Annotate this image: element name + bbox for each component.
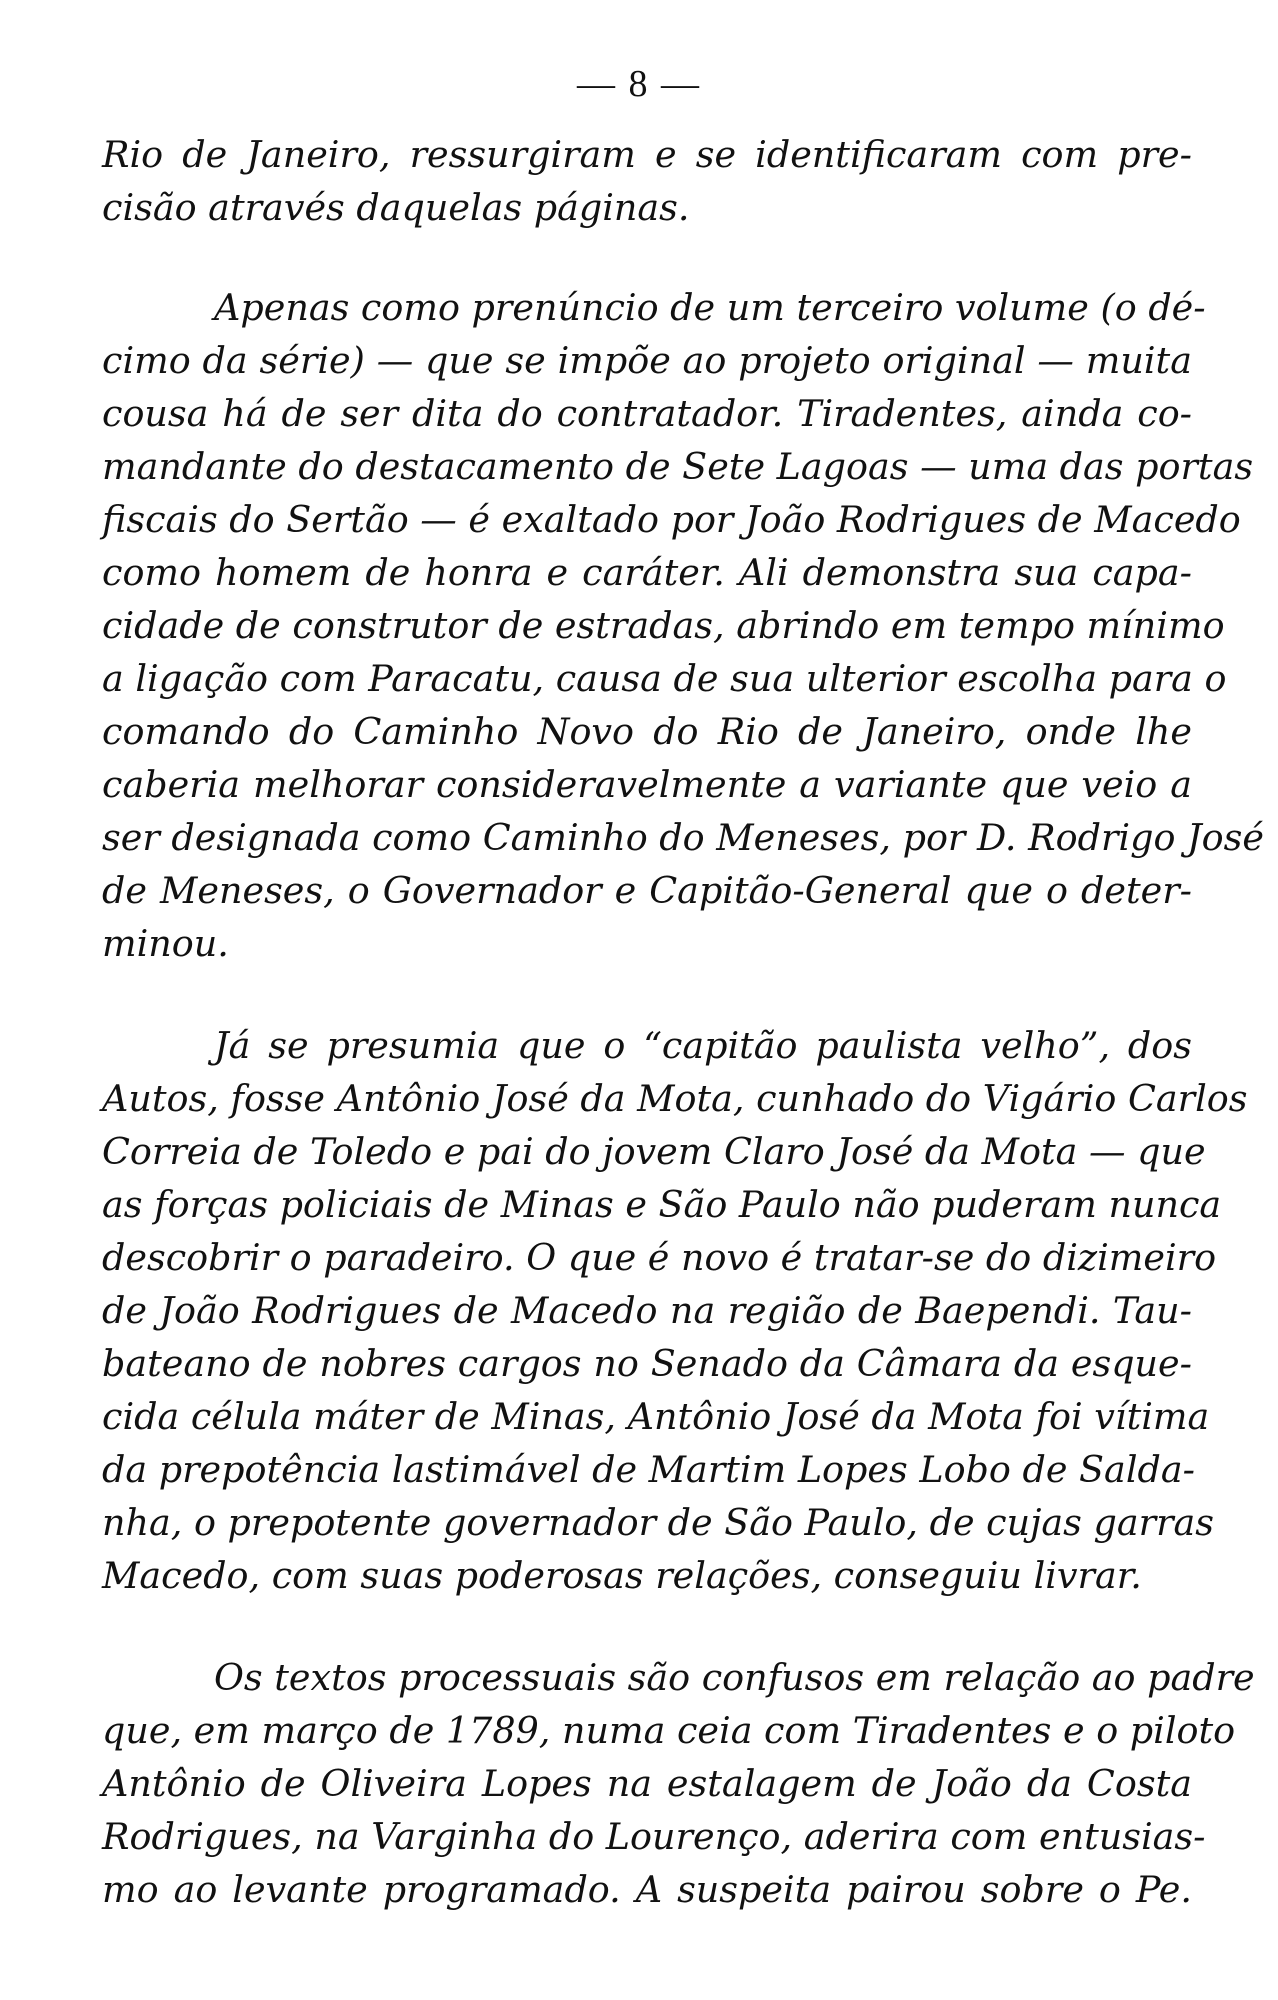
body-text <box>102 128 1264 1916</box>
text-line: Rodrigues, na Varginha do Lourenço, aderira com entusias- <box>102 1815 1206 1858</box>
text-line: ser designada como Caminho do Meneses, por D. Rodrigo José <box>102 816 1264 859</box>
text-line: descobrir o paradeiro. O que é novo é tratar-se do dizimeiro <box>102 1236 1217 1279</box>
text-line: Os textos processuais são confusos em relação ao padre <box>214 1656 1255 1699</box>
paragraph-3 <box>102 1019 1248 1602</box>
text-line: comando do Caminho Novo do Rio de Janeiro, onde lhe <box>102 710 1192 753</box>
text-line: Macedo, com suas poderosas relações, conseguiu livrar. <box>102 1554 1142 1597</box>
text-line: cida célula máter de Minas, Antônio José da Mota foi vítima <box>102 1395 1210 1438</box>
paragraph-4 <box>102 1651 1255 1916</box>
text-line: de João Rodrigues de Macedo na região de Baependi. Tau- <box>102 1289 1192 1332</box>
text-line: caberia melhorar consideravelmente a variante que veio a <box>102 763 1192 806</box>
text-line: que, em março de 1789, numa ceia com Tiradentes e o piloto <box>102 1709 1236 1752</box>
text-line: Apenas como prenúncio de um terceiro volume (o dé- <box>214 286 1206 329</box>
text-line: Já se presumia que o “capitão paulista velho”, dos <box>214 1024 1192 1067</box>
text-line: Rio de Janeiro, ressurgiram e se identificaram com pre- <box>102 133 1192 176</box>
text-line: mandante do destacamento de Sete Lagoas — uma das portas <box>102 445 1254 488</box>
text-line: como homem de honra e caráter. Ali demonstra sua capa- <box>102 551 1192 594</box>
text-line: cimo da série) — que se impõe ao projeto original — muita <box>102 339 1192 382</box>
text-line: as forças policiais de Minas e São Paulo não puderam nunca <box>102 1183 1222 1226</box>
page-number: — 8 — <box>577 63 701 105</box>
text-line: a ligação com Paracatu, causa de sua ulterior escolha para o <box>102 657 1227 700</box>
text-line: nha, o prepotente governador de São Paulo, de cujas garras <box>102 1501 1215 1544</box>
text-line: cisão através daquelas páginas. <box>102 186 690 229</box>
text-line: cousa há de ser dita do contratador. Tiradentes, ainda co- <box>102 392 1192 435</box>
paragraph-1 <box>102 128 1192 234</box>
text-line: bateano de nobres cargos no Senado da Câmara da esque- <box>102 1342 1192 1385</box>
text-line: fiscais do Sertão — é exaltado por João Rodrigues de Macedo <box>102 498 1241 541</box>
text-line: da prepotência lastimável de Martim Lopes Lobo de Salda- <box>102 1448 1195 1491</box>
paragraph-2 <box>102 281 1264 970</box>
text-line: Correia de Toledo e pai do jovem Claro José da Mota — que <box>102 1130 1206 1173</box>
text-line: Antônio de Oliveira Lopes na estalagem de João da Costa <box>102 1762 1192 1805</box>
text-line: minou. <box>102 922 229 965</box>
text-line: Autos, fosse Antônio José da Mota, cunhado do Vigário Carlos <box>102 1077 1248 1120</box>
text-line: mo ao levante programado. A suspeita pairou sobre o Pe. <box>102 1868 1192 1911</box>
text-line: de Meneses, o Governador e Capitão-General que o deter- <box>102 869 1192 912</box>
text-line: cidade de construtor de estradas, abrindo em tempo mínimo <box>102 604 1225 647</box>
